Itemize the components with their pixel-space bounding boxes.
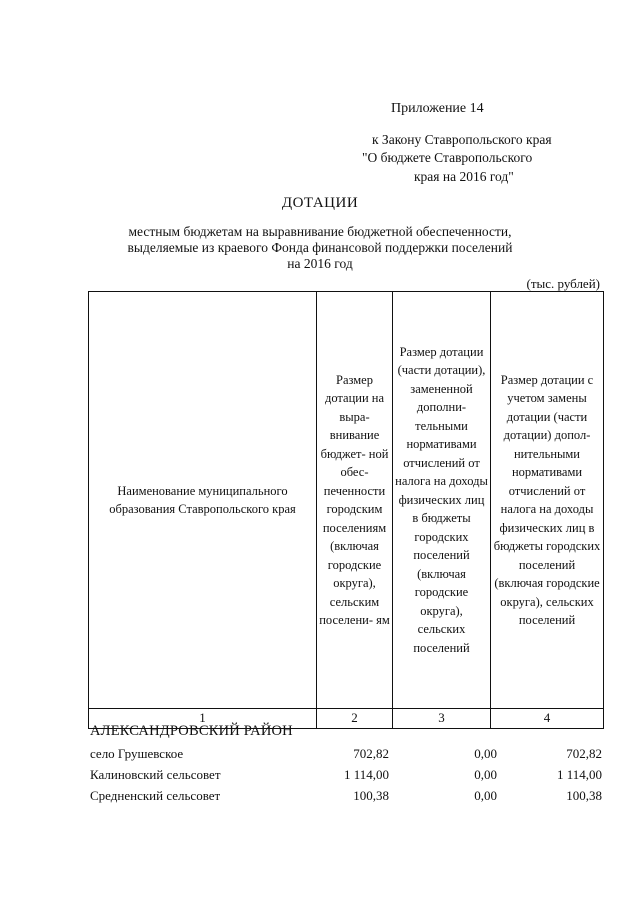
municipality-name: село Грушевское: [90, 745, 184, 761]
subtitle-line1: местным бюджетам на выравнивание бюджетной обеспеченности,: [128, 224, 512, 239]
table-row: [90, 743, 602, 764]
subsidies-table: [88, 291, 604, 729]
table-row: [90, 785, 602, 806]
law-reference-line3: края на 2016 год": [414, 169, 514, 184]
column-number: 2: [317, 709, 393, 729]
final-value: 702,82: [566, 745, 602, 761]
equalization-value: 100,38: [353, 787, 389, 803]
municipality-name: Средненский сельсовет: [90, 787, 221, 803]
equalization-value: 1 114,00: [343, 766, 389, 782]
header-replaced-subsidy: Размер дотации (части дотации), замененной дополни- тельными нормативами отчислений от налога на доходы физических лиц в бюджеты городских поселений (включая городские округа), сельских поселений: [393, 292, 491, 709]
header-subsidy-after-replacement: Размер дотации с учетом замены дотации (части дотации) допол- нительными нормативами отчислений от налога на доходы физических лиц в бюджеты городских поселений (включая городские округа), сельских поселений: [491, 292, 604, 709]
unit-label: (тыс. рублей): [526, 276, 600, 291]
final-value: 1 114,00: [556, 766, 602, 782]
district-heading: АЛЕКСАНДРОВСКИЙ РАЙОН: [90, 723, 293, 739]
subtitle-line2: выделяемые из краевого Фонда финансовой поддержки поселений: [127, 240, 513, 255]
appendix-label: Приложение 14: [391, 101, 484, 116]
subtitle-line3: на 2016 год: [287, 256, 353, 271]
column-number: 4: [491, 709, 604, 729]
final-value: 100,38: [566, 787, 602, 803]
column-number: 1: [89, 709, 317, 729]
table-row: [90, 764, 602, 785]
data-rows: [90, 723, 602, 806]
replaced-value: 0,00: [474, 766, 497, 782]
law-reference-line1: к Закону Ставропольского края: [372, 132, 552, 147]
header-municipality: Наименование муниципального образования Ставропольского края: [89, 292, 317, 709]
column-number: 3: [393, 709, 491, 729]
replaced-value: 0,00: [474, 787, 497, 803]
header-equalization-subsidy: Размер дотации на выра- внивание бюджет- ной обес- печенности городским поселениям (включая городские округа), сельским поселени- ям: [317, 292, 393, 709]
equalization-value: 702,82: [353, 745, 389, 761]
municipality-name: Калиновский сельсовет: [90, 766, 221, 782]
law-reference-line2: "О бюджете Ставропольского: [362, 150, 533, 165]
replaced-value: 0,00: [474, 745, 497, 761]
document-title: ДОТАЦИИ: [281, 195, 359, 211]
